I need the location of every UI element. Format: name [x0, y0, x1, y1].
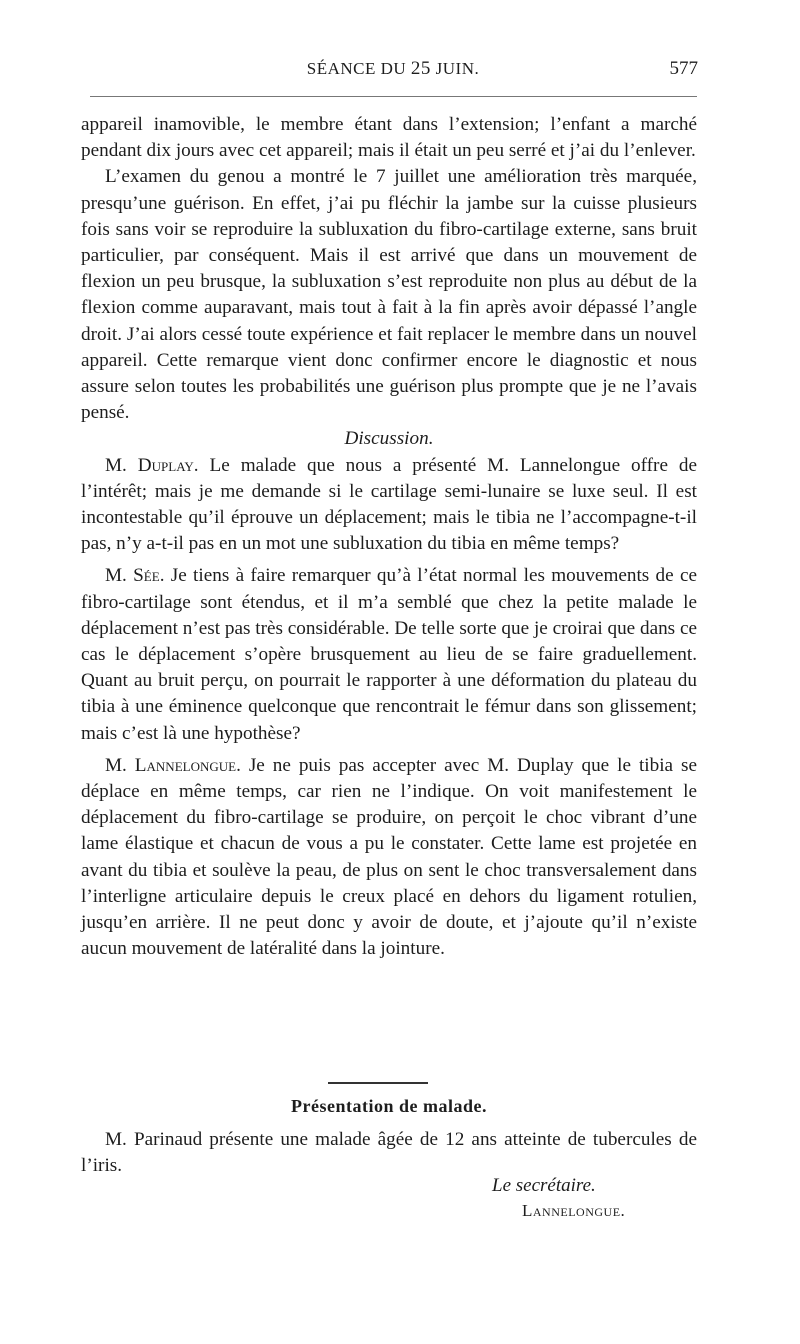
speaker-see: M. Sée.	[105, 565, 165, 587]
paragraph-duplay-text: Le malade que nous a présenté M. Lannelongue offre de l’intérêt; mais je me demande si le cartilage semi-lunaire se luxe seul. Il est incontestable qu’il éprouve un déplacement; mais le tibia ne l’accompagne-t-il pas, n’y a-t-il pas en un mot une subluxation du tibia en même temps?	[81, 454, 698, 555]
running-title-post: JUIN.	[430, 59, 480, 78]
main-text	[81, 112, 697, 963]
paragraph-see-text: Je tiens à faire remarquer qu’à l’état normal les mouvements de ce fibro-cartilage sont étendus, et il m’a semblé que chez la petite malade le déplacement n’est pas très considérable. De telle sorte que je croirai que dans ce cas le déplacement s’opère brusquement au lieu de se faire graduellement. Quant au bruit perçu, on pourrait le rapporter à une déformation du plateau du tibia à une éminence quelconque que rencontrait le fémur dans son glissement; mais c’est là une hypothèse?	[81, 565, 697, 744]
running-title-day: 25	[410, 58, 431, 79]
section-separator	[328, 1082, 428, 1084]
paragraph-parinaud: M. Parinaud présente une malade âgée de 12 ans atteinte de tubercules de l’iris.	[81, 1129, 697, 1177]
discussion-heading: Discussion.	[344, 428, 434, 450]
paragraph-continuation: appareil inamovible, le membre étant dans l’extension; l’enfant a marché pendant dix jours avec cet appareil; mais il était un peu serré et j’ai du l’enlever.	[81, 114, 697, 162]
signature-name: Lannelongue.	[522, 1201, 626, 1220]
signature-role: Le secrétaire.	[492, 1175, 596, 1196]
header-rule	[90, 96, 697, 97]
page-header	[88, 58, 698, 86]
speaker-duplay: M. Duplay.	[105, 454, 199, 476]
running-title	[88, 58, 698, 80]
section-heading-presentation: Présentation de malade.	[291, 1096, 487, 1116]
presentation-text	[81, 1127, 697, 1179]
paragraph-lannelongue	[81, 753, 697, 963]
page-number: 577	[669, 58, 698, 79]
running-title-pre: SÉANCE DU	[306, 59, 411, 78]
speaker-lannelongue: M. Lannelongue.	[105, 754, 241, 776]
paragraph-examen: L’examen du genou a montré le 7 juillet une amélioration très marquée, presqu’une guérison. En effet, j’ai pu fléchir la jambe sur la cuisse plusieurs fois sans voir se reproduire la subluxation du fibro-cartilage externe, sans bruit particulier, par conséquent. Mais il est arrivé que dans un mouvement de flexion un peu brusque, la subluxation s’est reproduite non plus au début de la flexion comme auparavant, mais tout à fait à la fin après avoir dépassé l’angle droit. J’ai alors cessé toute expérience et fait replacer le membre dans un nouvel appareil. Cette remarque vient donc confirmer encore le diagnostic et nous assure selon toutes les probabilités une guérison plus prompte que je ne l’avais pensé.	[81, 166, 697, 424]
paragraph-lannelongue-text: Je ne puis pas accepter avec M. Duplay que le tibia se déplace en même temps, car rien ne l’indique. On voit manifestement le déplacement du fibro-cartilage se produire, on perçoit le choc vibrant d’une lame élastique et chacun de vous a pu le constater. Cette lame est projetée en avant du tibia et soulève la peau, de plus on sent le choc transversalement dans l’interligne articulaire depuis le creux placé en dehors du ligament rotulien, jusqu’en arrière. Il ne peut donc y avoir de doute, et j’ajoute qu’il n’existe aucun mouvement de latéralité dans la jointure.	[81, 754, 697, 960]
paragraph-duplay	[81, 453, 697, 558]
paragraph-see	[81, 563, 697, 746]
